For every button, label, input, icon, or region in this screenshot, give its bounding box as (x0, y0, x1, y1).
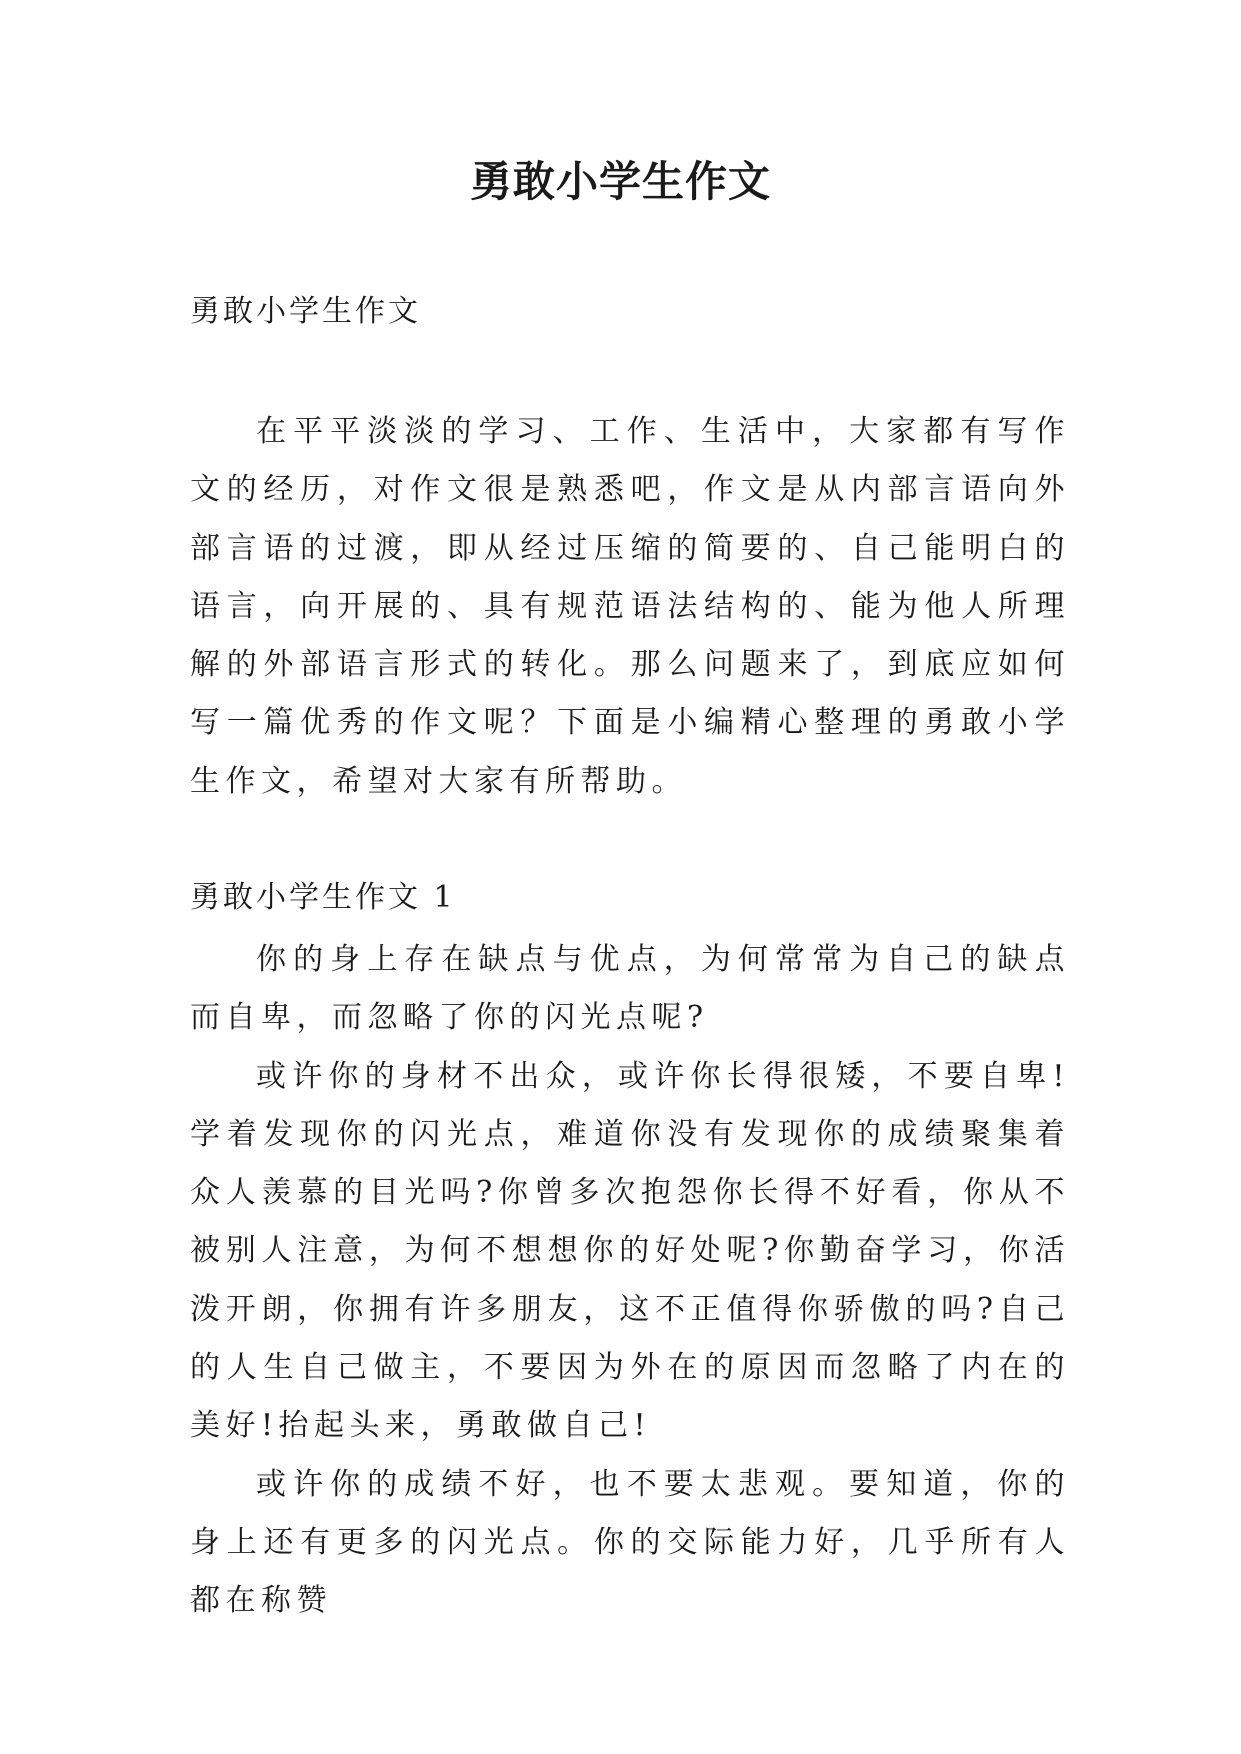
intro-paragraph: 在平平淡淡的学习、工作、生活中，大家都有写作文的经历，对作文很是熟悉吧，作文是从内部言语向外部言语的过渡，即从经过压缩的简要的、自己能明白的语言，向开展的、具有规范语法结构的、能为他人所理解的外部语言形式的转化。那么问题来了，到底应如何写一篇优秀的作文呢？下面是小编精心整理的勇敢小学生作文，希望对大家有所帮助。 (190, 414, 1070, 799)
essay-body (190, 931, 1070, 1631)
essay-paragraph: 你的身上存在缺点与优点，为何常常为自己的缺点而自卑，而忽略了你的闪光点呢? (190, 942, 1070, 1036)
essay-paragraph: 或许你的成绩不好，也不要太悲观。要知道，你的身上还有更多的闪光点。你的交际能力好，几乎所有人都在称赞 (190, 1466, 1070, 1619)
section-heading: 勇敢小学生作文 1 (190, 880, 456, 915)
document-title: 勇敢小学生作文 (469, 157, 771, 206)
document-subtitle: 勇敢小学生作文 (190, 294, 421, 329)
essay-paragraph: 或许你的身材不出众，或许你长得很矮，不要自卑!学着发现你的闪光点，难道你没有发现你的成绩聚集着众人羡慕的目光吗?你曾多次抱怨你长得不好看，你从不被别人注意，为何不想想你的好处呢?你勤奋学习，你活泼开朗，你拥有许多朋友，这不正值得你骄傲的吗?自己的人生自己做主，不要因为外在的原因而忽略了内在的美好!抬起头来，勇敢做自己! (190, 1058, 1070, 1444)
